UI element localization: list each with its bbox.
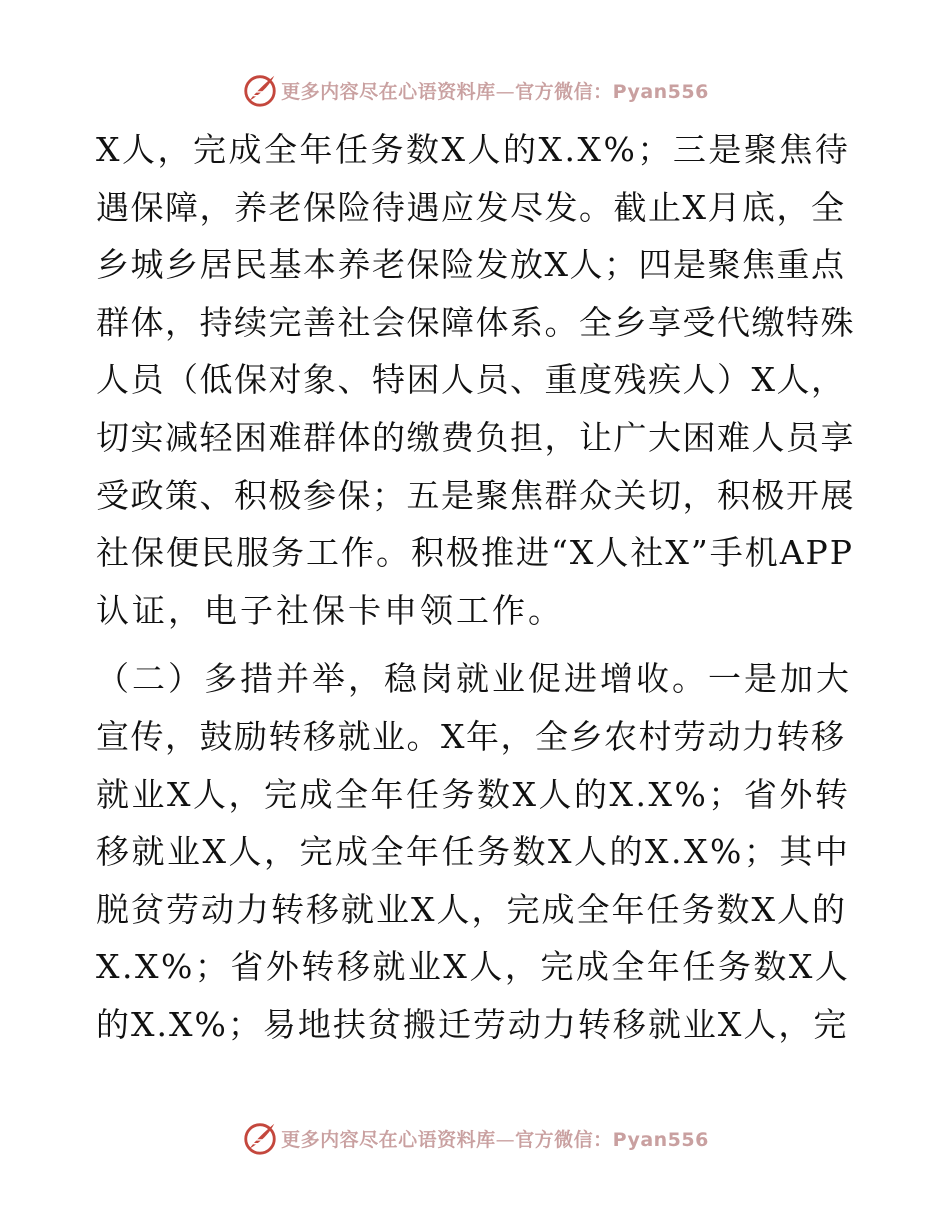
text-line: 受政策、积极参保；五是聚焦群众关切，积极开展 [96,475,855,515]
text-line: X.X%；省外转移就业X人，完成全年任务数X人 [96,947,851,987]
text-line: 认证，电子社保卡申领工作。 [96,590,564,630]
text-line: 群体，持续完善社会保障体系。全乡享受代缴特殊 [96,302,855,342]
text-line: 移就业X人，完成全年任务数X人的X.X%；其中 [96,832,851,872]
text-line: 脱贫劳动力转移就业X人，完成全年任务数X人的 [96,889,847,929]
text-line: 切实减轻困难群体的缴费负担，让广大困难人员享 [96,417,855,457]
text-line: 社保便民服务工作。积极推进“X人社X”手机APP [96,533,854,573]
text-line: 乡城乡居民基本养老保险发放X人；四是聚焦重点 [96,245,846,285]
watermark-text: 更多内容尽在心语资料库—官方微信：Pyan556 [281,1128,709,1151]
text-line: 的X.X%；易地扶贫搬迁劳动力转移就业X人，完 [96,1004,849,1044]
watermark-text: 更多内容尽在心语资料库—官方微信：Pyan556 [281,80,709,103]
text-line: 人员（低保对象、特困人员、重度残疾人）X人， [96,360,846,400]
feather-logo-icon [241,1119,279,1157]
watermark-header [0,70,950,110]
text-line: 就业X人，完成全年任务数X人的X.X%；省外转 [96,774,851,814]
text-line: X人，完成全年任务数X人的X.X%；三是聚焦待 [96,130,851,169]
text-line: 宣传，鼓励转移就业。X年，全乡农村劳动力转移 [96,716,846,756]
text-line: 遇保障，养老保险待遇应发尽发。截止X月底，全 [96,187,846,227]
watermark-footer [0,1118,950,1158]
paragraph [96,650,856,1053]
paragraph [96,121,856,639]
document-body [96,121,856,1054]
text-line: （二）多措并举，稳岗就业促进增收。一是加大 [96,659,852,699]
feather-logo-icon [241,71,279,109]
